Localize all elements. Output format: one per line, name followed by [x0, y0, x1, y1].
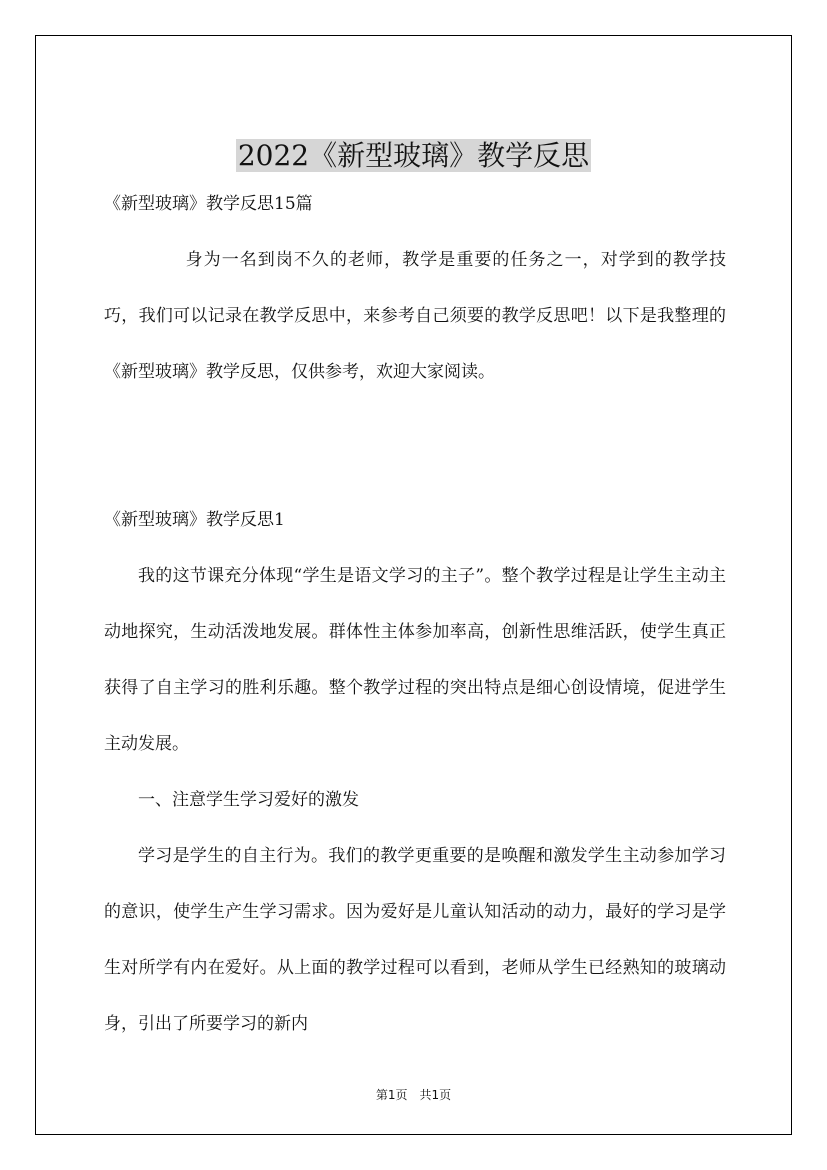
document-title [36, 136, 791, 176]
document-subtitle: 《新型玻璃》教学反思15篇 [104, 194, 313, 214]
point-heading: 一、注意学生学习爱好的激发 [138, 790, 359, 810]
document-title-text: 2022《新型玻璃》教学反思 [237, 139, 590, 172]
document-page [35, 35, 792, 1135]
page-footer: 第1页 共1页 [375, 1088, 452, 1102]
body-paragraph-2: 学习是学生的自主行为。我们的教学更重要的是唤醒和激发学生主动参加学习的意识，使学生产生学习需求。因为爱好是儿童认知活动的动力，最好的学习是学生对所学有内在爱好。从上面的教学过程可以看到，老师从学生已经熟知的玻璃动身，引出了所要学习的新内 [104, 846, 726, 1034]
section-heading: 《新型玻璃》教学反思1 [104, 510, 285, 530]
body-paragraph: 我的这节课充分体现“学生是语文学习的主子”。整个教学过程是让学生主动主动地探究，生动活泼地发展。群体性主体参加率高，创新性思维活跃，使学生真正获得了自主学习的胜利乐趣。整个教学过程的突出特点是细心创设情境，促进学生主动发展。 [104, 566, 726, 754]
intro-paragraph: 身为一名到岗不久的老师，教学是重要的任务之一，对学到的教学技巧，我们可以记录在教学反思中，来参考自己须要的教学反思吧！以下是我整理的《新型玻璃》教学反思，仅供参考，欢迎大家阅读。 [104, 250, 726, 382]
